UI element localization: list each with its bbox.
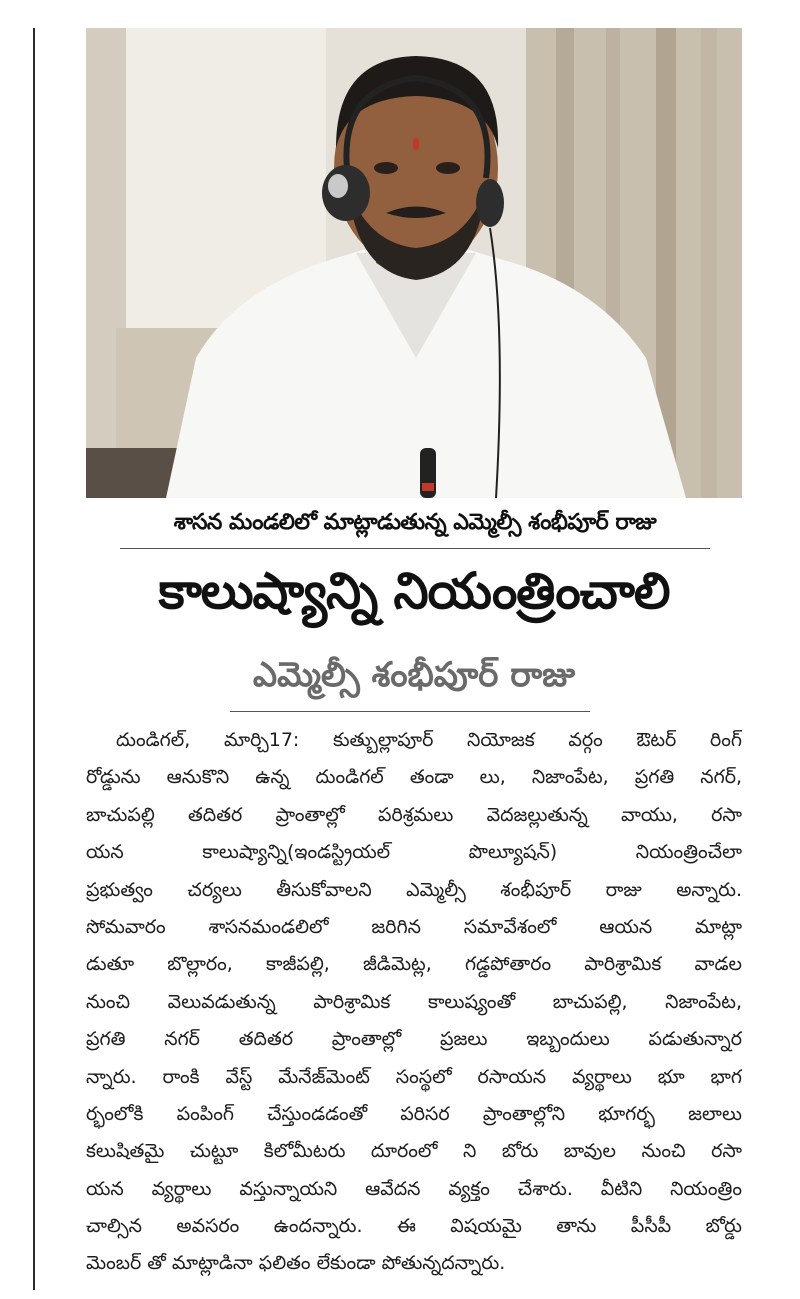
article-body <box>86 722 742 1283</box>
article-headline: కాలుష్యాన్ని నియంత్రించాలి <box>158 562 670 620</box>
body-line: ప్రగతి నగర్ తదితర ప్రాంతాల్లో ప్రజలు ఇబ్బందులు పడుతున్నార <box>86 1028 742 1051</box>
body-line: రోడ్డును ఆనుకొని ఉన్న దుండిగల్ తండా లు, నిజాంపేట, ప్రగతి నగర్, <box>86 766 742 789</box>
body-line: యన వ్యర్థాలు వస్తున్నాయని ఆవేదన వ్యక్తం చేశారు. వీటిని నియంత్రిం <box>86 1177 742 1200</box>
body-line: చాల్సిన అవసరం ఉందన్నారు. ఈ విషయమై తాను పీసీపీ బోర్డు <box>86 1215 742 1238</box>
body-line: నుంచి వెలువడుతున్న పారిశ్రామిక కాలుష్యంతో బాచుపల్లి, నిజాంపేట, <box>86 990 742 1013</box>
body-line: యన కాలుష్యాన్ని(ఇండస్ట్రియల్ పొల్యూషన్) నియంత్రించేలా <box>86 841 742 864</box>
body-line: సోమవారం శాసనమండలిలో జరిగిన సమావేశంలో ఆయన మాట్లా <box>86 915 742 938</box>
article-photo <box>86 28 742 498</box>
photo-caption: శాసన మండలిలో మాట్లాడుతున్న ఎమ్మెల్సీ శంభీపూర్ రాజు <box>173 510 657 535</box>
body-line: ప్రభుత్వం చర్యలు తీసుకోవాలని ఎమ్మెల్సీ శంభీపూర్ రాజు అన్నారు. <box>86 878 742 901</box>
body-line: కలుషితమై చుట్టూ కిలోమీటరు దూరంలో ని బోరు బావుల నుంచి రసా <box>86 1140 742 1163</box>
column-divider <box>33 28 35 1290</box>
body-line: దుండిగల్, మార్చి17: కుత్బుల్లాపూర్ నియోజక వర్గం ఔటర్ రింగ్ <box>116 729 742 751</box>
body-line: మెంబర్ తో మాట్లాడినా ఫలితం లేకుండా పోతున్నదన్నారు. <box>86 1252 506 1275</box>
article-subhead: ఎమ్మెల్సీ శంభీపూర్ రాజు <box>252 655 576 695</box>
caption-divider <box>120 548 710 549</box>
body-line: డుతూ బొల్లారం, కాజీపల్లి, జీడిమెట్ల, గడ్డపోతారం పారిశ్రామిక వాడల <box>86 953 742 976</box>
body-line: న్నారు. రాంకి వేస్ట్ మేనేజ్‌మెంట్ సంస్థలో రసాయన వ్యర్థాలు భూ భాగ <box>86 1065 742 1088</box>
subhead-divider <box>230 711 590 712</box>
body-line: ర్భంలోకి పంపింగ్ చేస్తుండడంతో పరిసర ప్రాంతాల్లోని భూగర్భ జలాలు <box>86 1102 742 1125</box>
body-line: బాచుపల్లి తదితర ప్రాంతాల్లో పరిశ్రమలు వెదజల్లుతున్న వాయు, రసా <box>86 803 742 826</box>
